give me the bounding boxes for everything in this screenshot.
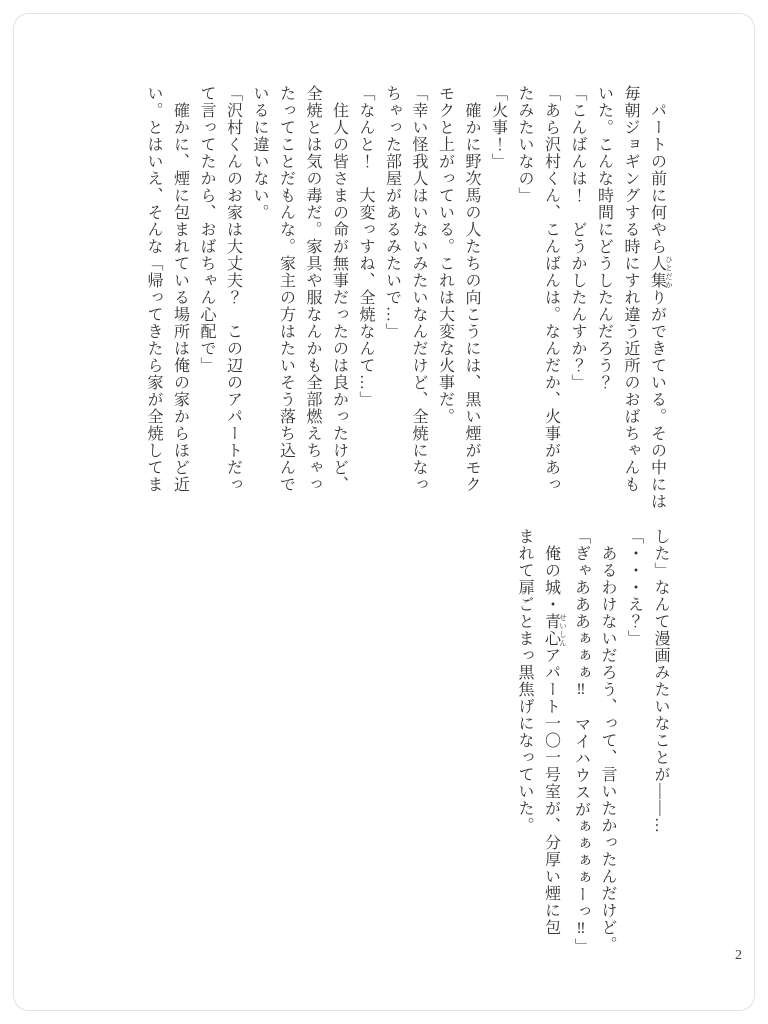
text-line: 確かに、煙に包まれている場所は俺の家からほど近 [171,85,189,493]
text-line: 全焼とは気の毒だ。家具や服なんかも全部燃えちゃっ [304,85,321,493]
ruby-annotated-text: 青心 せいしん [542,613,568,647]
text-line: たみたいなの」 [516,85,533,204]
text-line: 住人の皆さまの命が無事だったのは良かったけど、 [330,85,348,493]
text-line: 確かに野次馬の人たちの向こうには、黒い煙がモク [463,85,480,493]
text-line: 俺の城・青心 せいしんアパート一〇一号室が、分厚い煙に包 [542,528,568,936]
text-line: モクと上がっている。これは大変な火事だ。 [436,85,454,425]
text-line: ちゃった部屋があるみたいで…」 [383,85,401,340]
text-line: した」なんて漫画みたいなことが――… [652,528,669,834]
text-line: まれて扉ごとまっ黒焦げになっていた。 [516,528,533,834]
text-line: 「ぎゃあああぁぁぁ‼ マイハウスがぁぁぁぁーっ‼」 [572,528,590,955]
text-line: 「あら沢村くん、こんばんは。なんだか、火事があっ [542,85,560,493]
text-line: 「火事！」 [489,85,507,170]
lower-text-block [511,528,674,998]
text-line: 「沢村くんのお家は大丈夫？ この辺のアパートだっ [224,85,242,493]
text-line: いた。こんな時間にどうしたんだろう？ [595,85,613,391]
text-line: 「こんばんは！ どうかしたんすか？」 [569,85,586,391]
text-line: て言ってたから、おばちゃん心配で」 [198,85,215,374]
text-line: パートの前に何やら人集 ひとだかりができている。その中には [648,85,674,510]
text-line: 「幸い怪我人はいないみたいなんだけど、全焼になっ [410,85,427,493]
text-line: 毎朝ジョギングする時にすれ違う近所のおばちゃんも [622,85,639,493]
text-line: 「なんと！ 大変っすね、全焼なんて…」 [357,85,374,408]
upper-text-block [140,85,674,555]
text-line: たってことだもんな。家主の方はたいそう落ち込んで [277,85,295,493]
text-line: いるに違いない。 [251,85,268,221]
text-line: あるわけないだろう、って、言いたかったんだけど。 [599,528,616,953]
ruby-annotated-text: 人集 ひとだか [648,255,674,289]
text-line: い。とはいえ、そんな「帰ってきたら家が全焼してま [145,85,162,493]
page-number: 2 [735,948,742,963]
text-line: 「・・・え？」 [625,528,643,647]
